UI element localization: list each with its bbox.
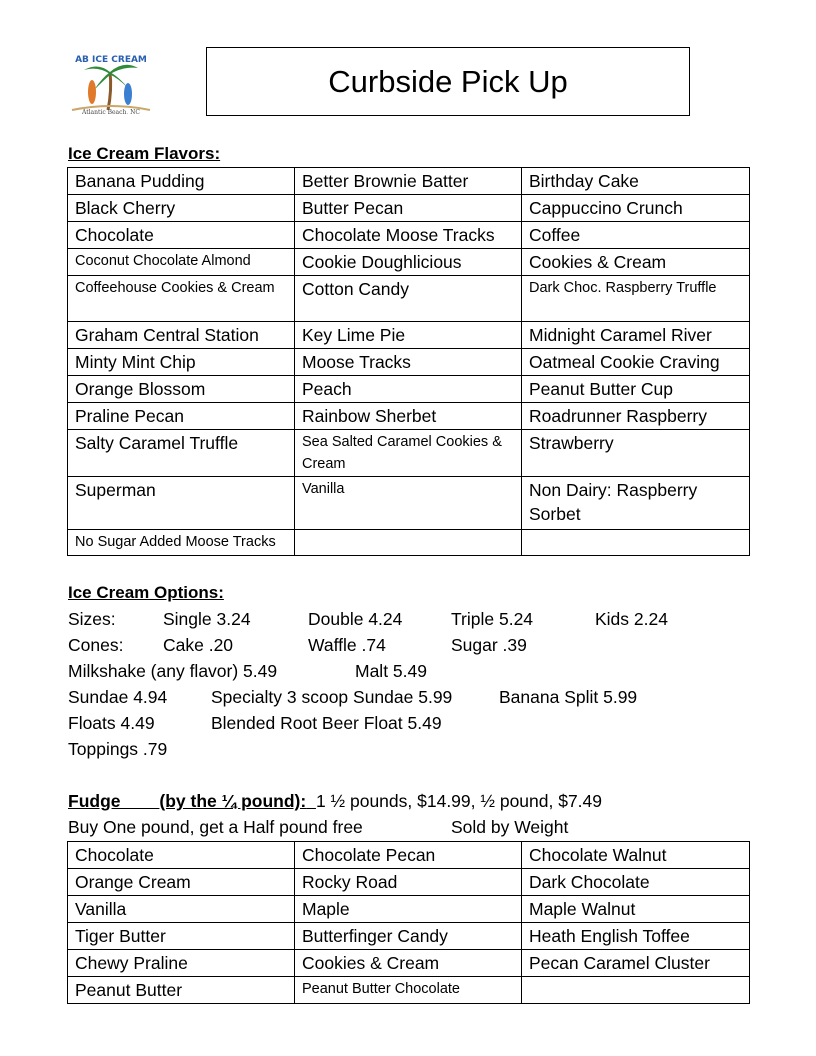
table-cell: Butterfinger Candy — [295, 923, 522, 950]
table-cell: Cappuccino Crunch — [522, 195, 750, 222]
fudge-promo: Buy One pound, get a Half pound free — [68, 817, 363, 837]
table-cell: Coffeehouse Cookies & Cream — [68, 276, 295, 322]
table-cell: Tiger Butter — [68, 923, 295, 950]
table-cell: Coffee — [522, 222, 750, 249]
cone-item: Sugar .39 — [451, 635, 527, 655]
table-row — [68, 923, 750, 950]
table-cell: Heath English Toffee — [522, 923, 750, 950]
fudge-heading-unit: (by the ¼ pound): — [159, 791, 307, 811]
cone-item: Cake .20 — [163, 635, 234, 655]
table-cell: Cookie Doughlicious — [295, 249, 522, 276]
table-cell: Maple — [295, 896, 522, 923]
table-cell: Maple Walnut — [522, 896, 750, 923]
size-item: Triple 5.24 — [451, 609, 534, 629]
table-cell: Praline Pecan — [68, 403, 295, 430]
table-row — [68, 430, 750, 477]
table-cell: Chewy Praline — [68, 950, 295, 977]
table-cell: Sea Salted Caramel Cookies & Cream — [295, 430, 522, 477]
table-cell: Cookies & Cream — [522, 249, 750, 276]
table-row — [68, 477, 750, 530]
svg-text:Atlantic Beach, NC: Atlantic Beach, NC — [81, 109, 141, 114]
specialty-sundae-item: Specialty 3 scoop Sundae 5.99 — [211, 687, 453, 707]
table-cell: Cookies & Cream — [295, 950, 522, 977]
sizes-label: Sizes: — [68, 609, 116, 629]
size-item: Single 3.24 — [163, 609, 251, 629]
options-heading: Ice Cream Options: — [68, 583, 224, 602]
table-cell: Coconut Chocolate Almond — [68, 249, 295, 276]
fudge-heading-word: Fudge — [68, 791, 121, 811]
table-cell: Vanilla — [295, 477, 522, 530]
sundae-item: Sundae 4.94 — [68, 687, 168, 707]
fudge-table — [67, 841, 750, 1004]
table-cell: Chocolate Moose Tracks — [295, 222, 522, 249]
table-cell: Peanut Butter Cup — [522, 376, 750, 403]
fudge-heading — [68, 791, 602, 812]
table-cell: Butter Pecan — [295, 195, 522, 222]
table-row — [68, 349, 750, 376]
floats-item: Floats 4.49 — [68, 713, 155, 733]
cone-item: Waffle .74 — [308, 635, 386, 655]
table-cell: No Sugar Added Moose Tracks — [68, 530, 295, 556]
table-cell: Key Lime Pie — [295, 322, 522, 349]
table-cell: Better Brownie Batter — [295, 168, 522, 195]
table-row — [68, 222, 750, 249]
toppings-item: Toppings .79 — [68, 739, 168, 759]
table-cell: Chocolate Walnut — [522, 842, 750, 869]
table-cell: Rainbow Sherbet — [295, 403, 522, 430]
table-cell: Peanut Butter — [68, 977, 295, 1004]
palm-tree-icon — [68, 48, 154, 114]
table-cell: Peach — [295, 376, 522, 403]
fudge-pricing: 1 ½ pounds, $14.99, ½ pound, $7.49 — [315, 791, 603, 811]
ab-ice-cream-logo — [68, 48, 154, 114]
table-cell: Black Cherry — [68, 195, 295, 222]
table-cell: Dark Chocolate — [522, 869, 750, 896]
milkshake-item: Milkshake (any flavor) 5.49 — [68, 661, 278, 681]
table-row — [68, 896, 750, 923]
svg-text:AB ICE CREAM: AB ICE CREAM — [75, 55, 147, 65]
table-row — [68, 977, 750, 1004]
table-cell: Orange Blossom — [68, 376, 295, 403]
table-cell: Vanilla — [68, 896, 295, 923]
table-row — [68, 869, 750, 896]
table-cell — [522, 977, 750, 1004]
table-cell: Birthday Cake — [522, 168, 750, 195]
root-beer-float-item: Blended Root Beer Float 5.49 — [211, 713, 442, 733]
page-title: Curbside Pick Up — [206, 47, 690, 116]
table-cell: Minty Mint Chip — [68, 349, 295, 376]
table-cell: Non Dairy: Raspberry Sorbet — [522, 477, 750, 530]
table-row — [68, 322, 750, 349]
table-cell: Oatmeal Cookie Craving — [522, 349, 750, 376]
table-cell: Orange Cream — [68, 869, 295, 896]
cones-label: Cones: — [68, 635, 124, 655]
fudge-sold-by: Sold by Weight — [451, 817, 569, 837]
table-cell: Graham Central Station — [68, 322, 295, 349]
table-row — [68, 249, 750, 276]
table-cell: Dark Choc. Raspberry Truffle — [522, 276, 750, 322]
flavors-table — [67, 167, 750, 556]
table-cell: Chocolate Pecan — [295, 842, 522, 869]
flavors-heading: Ice Cream Flavors: — [68, 144, 221, 163]
table-row — [68, 950, 750, 977]
table-cell: Cotton Candy — [295, 276, 522, 322]
table-row — [68, 403, 750, 430]
table-cell: Chocolate — [68, 842, 295, 869]
table-row — [68, 530, 750, 556]
table-cell: Superman — [68, 477, 295, 530]
table-row — [68, 842, 750, 869]
table-cell: Midnight Caramel River — [522, 322, 750, 349]
table-cell: Rocky Road — [295, 869, 522, 896]
table-cell: Chocolate — [68, 222, 295, 249]
table-row — [68, 195, 750, 222]
banana-split-item: Banana Split 5.99 — [499, 687, 638, 707]
table-cell: Peanut Butter Chocolate — [295, 977, 522, 1004]
table-cell: Banana Pudding — [68, 168, 295, 195]
size-item: Double 4.24 — [308, 609, 403, 629]
table-row — [68, 276, 750, 322]
size-item: Kids 2.24 — [595, 609, 668, 629]
table-cell: Roadrunner Raspberry — [522, 403, 750, 430]
table-cell: Moose Tracks — [295, 349, 522, 376]
table-cell — [522, 530, 750, 556]
malt-item: Malt 5.49 — [355, 661, 427, 681]
table-cell — [295, 530, 522, 556]
table-row — [68, 168, 750, 195]
table-row — [68, 376, 750, 403]
table-cell: Pecan Caramel Cluster — [522, 950, 750, 977]
table-cell: Salty Caramel Truffle — [68, 430, 295, 477]
table-cell: Strawberry — [522, 430, 750, 477]
